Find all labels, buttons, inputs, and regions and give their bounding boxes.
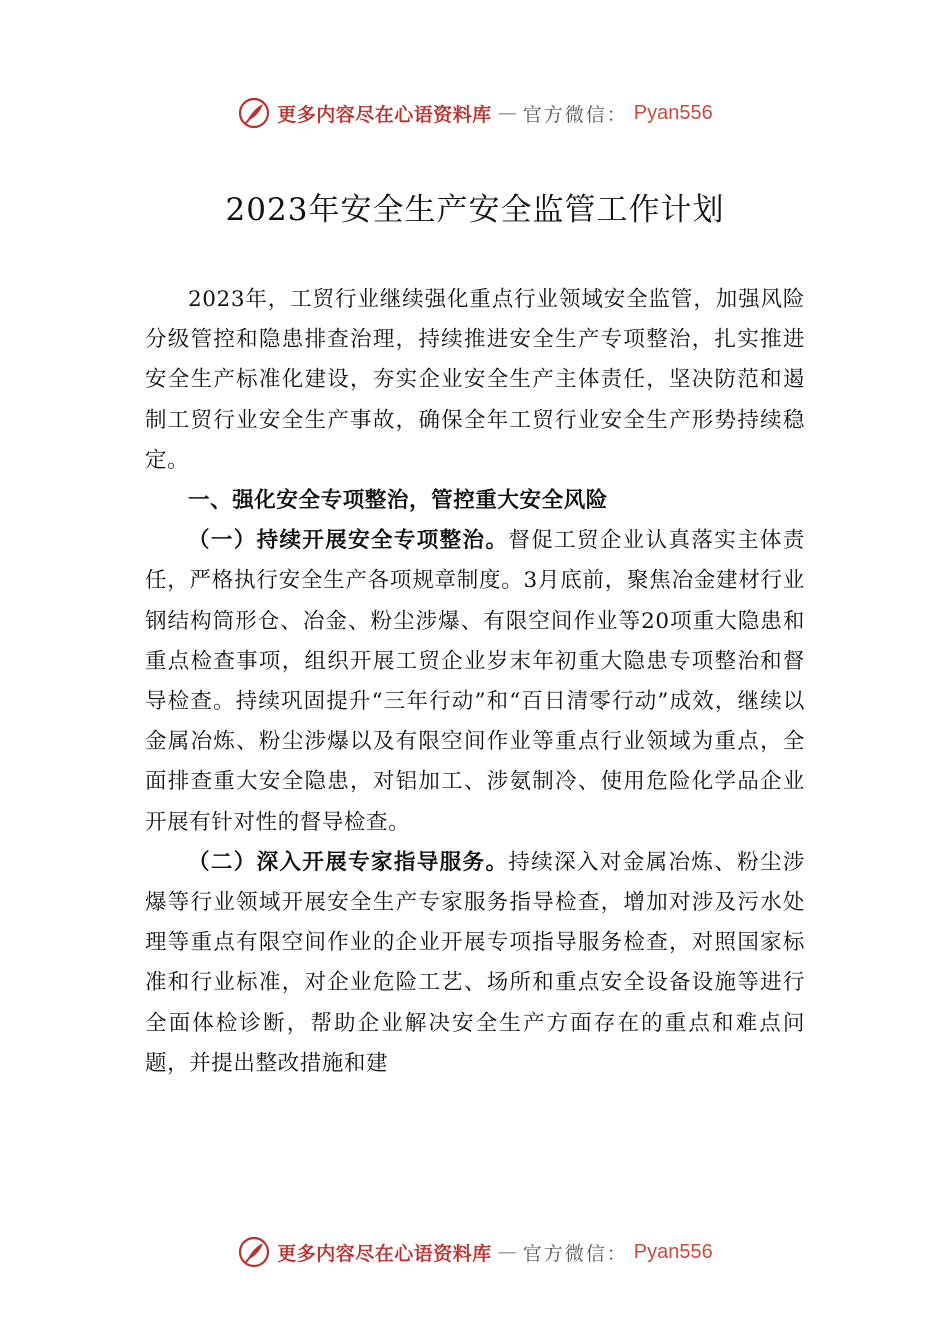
header-watermark xyxy=(0,96,950,130)
watermark-dash: — xyxy=(497,102,517,124)
watermark-dash: — xyxy=(497,1241,517,1263)
document-body xyxy=(145,280,805,1084)
document-title: 2023年安全生产安全监管工作计划 xyxy=(225,192,725,228)
quill-logo-icon xyxy=(237,1235,271,1269)
item-paragraph-1 xyxy=(145,521,805,843)
watermark-text: 更多内容尽在心语资料库 xyxy=(277,103,492,126)
item-heading-1: （一）持续开展安全专项整治。 xyxy=(188,528,509,554)
item-paragraph-2 xyxy=(145,843,805,1084)
watermark-id: Pyan556 xyxy=(633,101,713,124)
item-heading-2: （二）深入开展专家指导服务。 xyxy=(188,849,509,875)
quill-logo-icon xyxy=(237,96,271,130)
footer-watermark xyxy=(0,1235,950,1269)
section-heading-1: 一、强化安全专项整治，管控重大安全风险 xyxy=(188,488,608,514)
item-body-2: 持续深入对金属冶炼、粉尘涉爆等行业领域开展安全生产专家服务指导检查，增加对涉及污水处理等重点有限空间作业的企业开展专项指导服务检查，对照国家标准和行业标准，对企业危险工艺、场所和重点安全设备设施等进行全面体检诊断，帮助企业解决安全生产方面存在的重点和难点问题，并提出整改措施和建 xyxy=(145,849,805,1076)
item-body-1: 督促工贸企业认真落实主体责任，严格执行安全生产各项规章制度。3月底前，聚焦冶金建材行业钢结构筒形仓、冶金、粉尘涉爆、有限空间作业等20项重大隐患和重点检查事项，组织开展工贸企业岁末年初重大隐患专项整治和督导检查。持续巩固提升“三年行动”和“百日清零行动”成效，继续以金属冶炼、粉尘涉爆以及有限空间作业等重点行业领域为重点，全面排查重大安全隐患，对铝加工、涉氨制冷、使用危险化学品企业开展有针对性的督导检查。 xyxy=(145,528,805,835)
intro-paragraph: 2023年，工贸行业继续强化重点行业领域安全监管，加强风险分级管控和隐患排查治理，持续推进安全生产专项整治，扎实推进安全生产标准化建设，夯实企业安全生产主体责任，坚决防范和遏制工贸行业安全生产事故，确保全年工贸行业安全生产形势持续稳定。 xyxy=(145,287,805,473)
watermark-official: 官方微信： xyxy=(522,1242,628,1265)
watermark-official: 官方微信： xyxy=(522,103,628,126)
watermark-text: 更多内容尽在心语资料库 xyxy=(277,1242,492,1265)
watermark-id: Pyan556 xyxy=(633,1240,713,1263)
